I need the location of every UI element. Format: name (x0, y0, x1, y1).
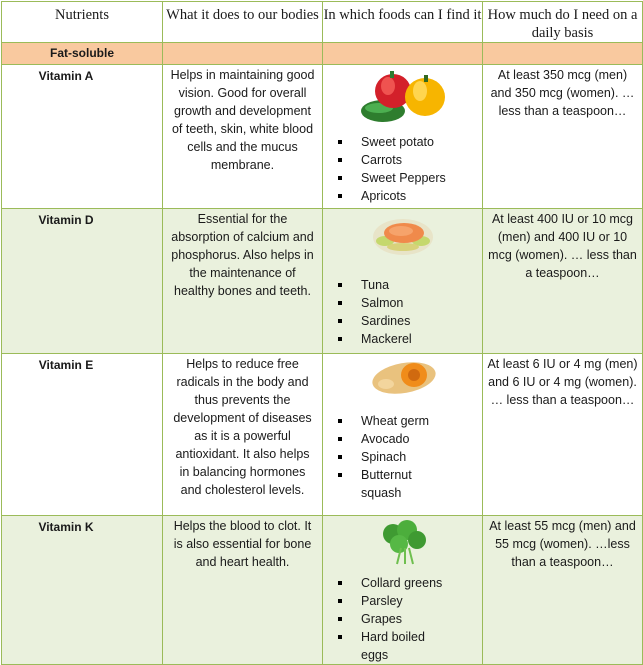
table-row (2, 65, 643, 209)
list-item: Butternut squash (361, 466, 421, 502)
vitamins-table (1, 1, 643, 665)
category-label: Fat-soluble (2, 43, 163, 65)
butternut-squash-image (368, 356, 438, 400)
list-item: Apricots (361, 187, 482, 205)
daily-amount: At least 350 mcg (men) and 350 mcg (women). … less than a teaspoon… (483, 65, 643, 209)
header-how-much: How much do I need on a daily basis (483, 2, 643, 43)
list-item: Salmon (361, 294, 482, 312)
vitamin-name: Vitamin A (2, 65, 163, 209)
food-list (323, 276, 482, 348)
list-item: Sweet Peppers (361, 169, 482, 187)
vitamin-name: Vitamin D (2, 209, 163, 354)
food-list (323, 133, 482, 205)
food-list (323, 574, 482, 664)
food-sources (323, 209, 483, 354)
daily-amount: At least 6 IU or 4 mg (men) and 6 IU or 4 mg (women). … less than a teaspoon… (483, 354, 643, 516)
category-row (2, 43, 643, 65)
list-item: Parsley (361, 592, 482, 610)
list-item: Carrots (361, 151, 482, 169)
header-row (2, 2, 643, 43)
header-what-it-does: What it does to our bodies (163, 2, 323, 43)
vitamin-description: Essential for the absorption of calcium and phosphorus. Also helps in the maintenance of healthy bones and teeth. (163, 209, 323, 354)
list-item: Wheat germ (361, 412, 482, 430)
table-row (2, 209, 643, 354)
food-sources (323, 516, 483, 665)
vitamin-name: Vitamin K (2, 516, 163, 665)
list-item: Hard boiled eggs (361, 628, 436, 664)
header-which-foods: In which foods can I find it (323, 2, 483, 43)
food-sources (323, 65, 483, 209)
vitamin-description: Helps the blood to clot. It is also essential for bone and heart health. (163, 516, 323, 665)
list-item: Spinach (361, 448, 482, 466)
list-item: Avocado (361, 430, 482, 448)
daily-amount: At least 400 IU or 10 mcg (men) and 400 IU or 10 mcg (women). … less than a teaspoon… (483, 209, 643, 354)
food-list (323, 412, 482, 502)
list-item: Sardines (361, 312, 482, 330)
list-item: Collard greens (361, 574, 482, 592)
bell-peppers-image (353, 67, 453, 127)
salmon-plate-image (371, 211, 435, 259)
food-sources (323, 354, 483, 516)
list-item: Sweet potato (361, 133, 482, 151)
list-item: Tuna (361, 276, 482, 294)
table-row (2, 354, 643, 516)
parsley-image (375, 518, 431, 566)
vitamin-description: Helps to reduce free radicals in the body and thus prevents the development of diseases as it is a powerful antioxidant. It also helps in balancing hormones and cholesterol levels. (163, 354, 323, 516)
table-row (2, 516, 643, 665)
daily-amount: At least 55 mcg (men) and 55 mcg (women). …less than a teaspoon… (483, 516, 643, 665)
list-item: Grapes (361, 610, 482, 628)
vitamin-description: Helps in maintaining good vision. Good for overall growth and development of teeth, skin, white blood cells and the mucus membrane. (163, 65, 323, 209)
list-item: Mackerel (361, 330, 482, 348)
vitamin-name: Vitamin E (2, 354, 163, 516)
header-nutrients: Nutrients (2, 2, 163, 43)
